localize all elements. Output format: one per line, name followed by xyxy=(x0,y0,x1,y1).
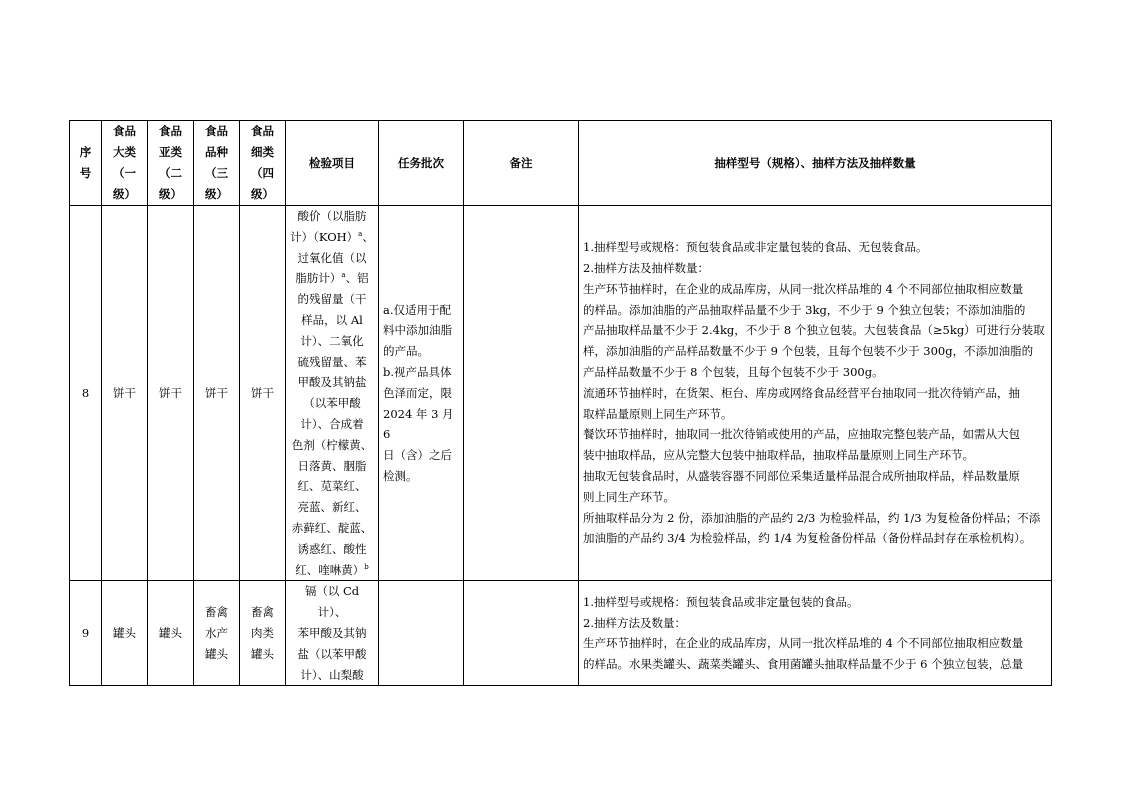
row-sampling-method: 1.抽样型号或规格：预包装食品或非定量包装的食品。 2.抽样方法及数量： 生产环节抽样时，在企业的成品库房，从同一批次样品堆的 4 个不同部位抽取相应数量 的样品。水果类罐头、蔬菜类罐头、食用菌罐头抽取样品量不少于 6 个独立包装，总量 xyxy=(579,581,1052,686)
row-category-2: 饼干 xyxy=(148,206,194,581)
row-category-3: 饼干 xyxy=(194,206,240,581)
sampling-table xyxy=(69,120,1052,686)
row-seq: 8 xyxy=(70,206,102,581)
header-seq: 序 号 xyxy=(70,121,102,206)
row-category-1: 饼干 xyxy=(102,206,148,581)
row-category-3: 畜禽 水产 罐头 xyxy=(194,581,240,686)
row-task-batch: a.仅适用于配 料中添加油脂 的产品。 b.视产品具体 色泽而定，限 2024 年 3 月 6 日（含）之后 检测。 xyxy=(379,206,464,581)
row-sampling-method: 1.抽样型号或规格：预包装食品或非定量包装的食品、无包装食品。 2.抽样方法及抽样数量： 生产环节抽样时，在企业的成品库房，从同一批次样品堆的 4 个不同部位抽取相应数量 的样品。添加油脂的产品抽取样品量不少于 3kg，不少于 9 个独立包装；不添加油脂的 产品抽取样品量不少于 2.4kg，不少于 8 个独立包装。大包装食品（≥5kg）可进行分装取 样，添加油脂的产品样品数量不少于 9 个包装，且每个包装不少于 300g，不添加油脂的 产品样品数量不少于 8 个包装，且每个包装不少于 300g。 流通环节抽样时，在货架、柜台、库房或网络食品经营平台抽取同一批次待销产品，抽 取样品量原则上同生产环节。 餐饮环节抽样时，抽取同一批次待销或使用的产品，应抽取完整包装产品，如需从大包 装中抽取样品，应从完整大包装中抽取样品，抽取样品量原则上同生产环节。 抽取无包装食品时，从盛装容器不同部位采集适量样品混合成所抽取样品，样品数量原 则上同生产环节。 所抽取样品分为 2 份，添加油脂的产品约 2/3 为检验样品，约 1/3 为复检备份样品；不添 加油脂的产品约 3/4 为检验样品，约 1/4 为复检备份样品（备份样品封存在承检机构）。 xyxy=(579,206,1052,581)
table-row xyxy=(70,581,1052,686)
row-category-4: 畜禽 肉类 罐头 xyxy=(240,581,286,686)
table-row xyxy=(70,206,1052,581)
row-inspection-items: 酸价（以脂肪 计）（KOH）$^a$、 过氧化值（以 脂肪计）$^a$、铝 的残留量（干 样品，以 Al 计）、二氧化 硫残留量、苯 甲酸及其钠盐 （以苯甲酸 计）、合成着 色剂（柠檬黄、 日落黄、胭脂 红、苋菜红、 亮蓝、新红、 赤藓红、靛蓝、 诱惑红、酸性 红、喹啉黄）$^b$ xyxy=(286,206,379,581)
header-category-4: 食品 细类 （四 级） xyxy=(240,121,286,206)
row-category-2: 罐头 xyxy=(148,581,194,686)
row-remark xyxy=(464,206,579,581)
row-task-batch xyxy=(379,581,464,686)
header-category-1: 食品 大类 （一 级） xyxy=(102,121,148,206)
header-row xyxy=(70,121,1052,206)
header-task-batch: 任务批次 xyxy=(379,121,464,206)
row-inspection-items: 镉（以 Cd 计）、 苯甲酸及其钠 盐（以苯甲酸 计）、山梨酸 xyxy=(286,581,379,686)
row-category-4: 饼干 xyxy=(240,206,286,581)
header-category-2: 食品 亚类 （二 级） xyxy=(148,121,194,206)
header-category-3: 食品 品种 （三 级） xyxy=(194,121,240,206)
header-sampling-method: 抽样型号（规格）、抽样方法及抽样数量 xyxy=(579,121,1052,206)
header-inspection-items: 检验项目 xyxy=(286,121,379,206)
row-seq: 9 xyxy=(70,581,102,686)
row-remark xyxy=(464,581,579,686)
row-category-1: 罐头 xyxy=(102,581,148,686)
header-remark: 备注 xyxy=(464,121,579,206)
